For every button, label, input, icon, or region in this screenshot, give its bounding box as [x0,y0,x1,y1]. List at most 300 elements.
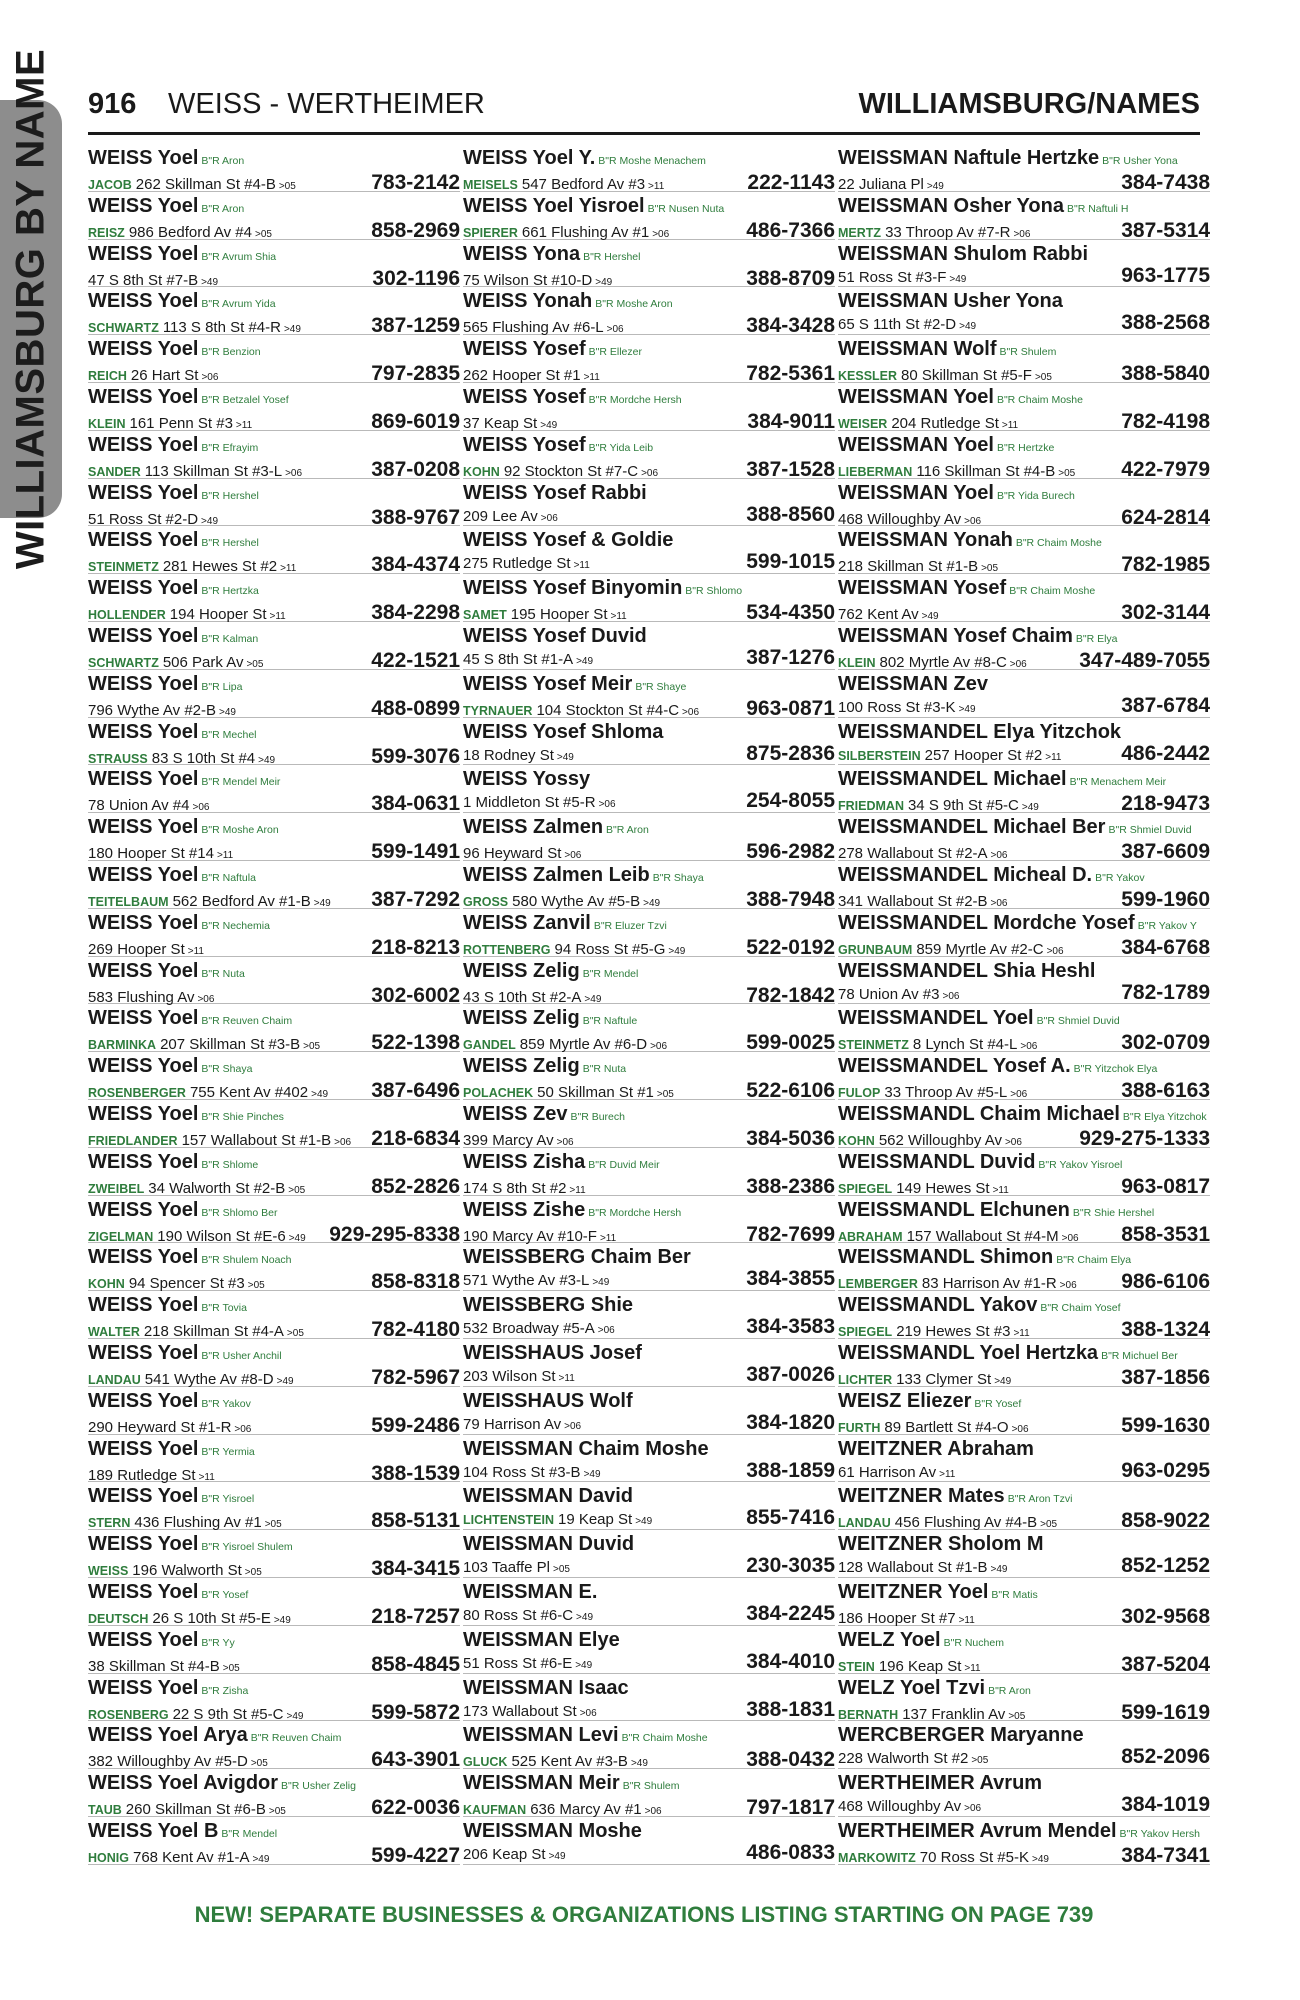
entry-maiden-surname: FRIEDMAN [838,799,904,814]
entry-address [463,507,558,528]
entry-detail-line [88,1700,460,1726]
entry-name: WELZ Yoel Tzvi [838,1676,986,1699]
entry-name-line [88,1103,460,1129]
entry-phone: 422-7979 [1121,457,1210,481]
entry-name: WEISSMAN Yoel [838,385,994,408]
entry-parent-name: B"R Usher Zelig [281,1780,356,1793]
entry-maiden-surname: ROSENBERGER [88,1086,186,1101]
entry-phone: 387-5314 [1121,218,1210,242]
listing-entry [838,1052,1210,1103]
listing-entry [88,1626,460,1674]
entry-address [838,1274,1077,1295]
entry-address [838,1227,1079,1248]
entry-phone: 782-1789 [1121,980,1210,1004]
entry-phone: 384-2245 [746,1601,835,1625]
entry-name: WEISSMAN Shulom Rabbi [838,242,1088,265]
entry-name: WEISSMAN David [463,1485,634,1508]
listing-entry [88,1435,460,1483]
entry-phone: 929-295-8338 [329,1222,460,1246]
entry-zip: >11 [216,850,234,862]
listing-entry [463,718,835,766]
entry-name: WEISS Yoel [88,1533,199,1556]
entry-phone: 852-2096 [1121,1745,1210,1769]
entry-phone: 858-8318 [371,1270,460,1294]
entry-parent-name: B"R Duvid Meir [588,1158,660,1171]
entry-detail-line [463,696,835,722]
entry-detail-line [838,1458,1210,1484]
entry-address [463,746,574,767]
entry-name: WEISSMAN Wolf [838,338,997,361]
entry-name: WEISS Yoel [88,624,199,647]
entry-detail-line [463,1697,835,1723]
entry-street: 203 Wilson St [463,1367,556,1385]
entry-street: 174 S 8th St #2 [463,1179,567,1197]
entry-phone: 387-1528 [746,457,835,481]
entry-address [88,653,263,674]
entry-name-line [838,912,1210,938]
entry-name: WEISS Yoel [88,1150,199,1173]
entry-address [88,1418,251,1439]
entry-phone: 599-1630 [1121,1413,1210,1437]
listing-entry [838,1482,1210,1533]
entry-zip: >06 [1061,1232,1079,1244]
listing-column-2 [463,144,835,1865]
entry-detail-line [88,1174,460,1200]
entry-name-line [838,1724,1210,1747]
entry-phone: 388-1859 [746,1458,835,1482]
entry-phone: 797-2835 [371,362,460,386]
entry-name-line [838,1772,1210,1795]
listing-entry [463,335,835,386]
entry-name-line [463,195,835,221]
entry-zip: >49 [201,276,219,288]
entry-detail-line [88,1033,460,1056]
entry-address [463,1558,570,1579]
entry-street: 204 Rutledge St [891,414,999,432]
entry-street: 281 Hewes St #2 [162,558,278,576]
listing-entry [463,1482,835,1530]
entry-maiden-surname: FURTH [838,1420,881,1435]
listing-entry [838,1817,1210,1865]
entry-address [463,1083,674,1104]
entry-zip: >05 [981,563,999,575]
entry-address [463,1702,597,1723]
entry-name-line [88,960,460,986]
entry-name: WEISSMANDEL Mordche Yosef [838,911,1135,934]
listing-entry [838,1004,1210,1055]
entry-parent-name: B"R Ellezer [588,346,642,359]
entry-street: 116 Skillman St #4-B [916,462,1056,480]
entry-phone: 388-2386 [746,1174,835,1198]
listing-entry [838,1721,1210,1769]
listing-entry [838,1626,1210,1674]
entry-parent-name: B"R Elya [1075,632,1118,645]
entry-phone: 599-3076 [371,744,460,768]
entry-parent-name: B"R Benzion [201,346,261,359]
entry-phone: 254-8055 [746,789,835,813]
entry-address [463,1179,586,1200]
entry-name-line [463,338,835,364]
entry-zip: >11 [198,1471,215,1483]
entry-name: WEISS Yonah [463,290,593,313]
entry-address [88,844,233,865]
entry-name: WEISSMANDEL Michael [838,768,1067,791]
listing-entry [88,479,460,527]
entry-phone: 384-2298 [371,601,460,625]
entry-name-line [463,768,835,791]
entry-address [838,1749,988,1770]
listing-entry [88,670,460,718]
entry-address [88,462,302,483]
entry-name: WEISSMAN Naftule Hertzke [838,147,1100,169]
entry-phone: 384-0631 [371,792,460,816]
entry-parent-name: B"R Aron [201,202,245,215]
entry-detail-line [463,457,835,483]
entry-detail-line [838,1033,1210,1056]
entry-address [838,414,1018,435]
listing-entry [838,861,1210,909]
entry-detail-line [838,794,1210,817]
entry-maiden-surname: ZIGELMAN [88,1229,154,1244]
entry-zip: >05 [288,1184,306,1196]
entry-street: 51 Ross St #6-E [463,1654,573,1672]
entry-detail-line [88,1320,460,1343]
entry-name: WEISS Yoel [88,385,199,408]
entry-detail-line [463,1556,835,1579]
entry-name: WEISS Yoel [88,1055,199,1078]
entry-zip: >49 [548,1850,566,1862]
entry-address [838,985,959,1006]
entry-address [838,1370,1011,1391]
entry-parent-name: B"R Shulem [999,346,1057,359]
entry-phone: 963-1775 [1121,263,1210,287]
listing-entry [88,1243,460,1294]
entry-detail-line [463,887,835,913]
entry-address [838,557,998,578]
entry-maiden-surname: LEMBERGER [838,1277,918,1292]
entry-street: 113 Skillman St #3-L [144,462,283,480]
entry-maiden-surname: SPIEGEL [838,1181,893,1196]
entry-maiden-surname: SPIEGEL [838,1325,893,1340]
listing-entry [88,1052,460,1103]
entry-maiden-surname: FRIEDLANDER [88,1133,178,1148]
entry-maiden-surname: HOLLENDER [88,608,166,623]
entry-phone: 599-1960 [1121,887,1210,911]
entry-detail-line [88,1081,460,1104]
entry-parent-name: B"R Shmiel Duvid [1036,1015,1120,1028]
entry-name-line [88,434,460,460]
entry-name-line [838,1820,1210,1846]
page-header [88,86,1200,135]
entry-address [88,271,218,292]
entry-phone: 782-5361 [746,362,835,386]
entry-zip: >49 [575,1659,593,1671]
entry-name: WEISS Yoel [88,290,199,313]
entry-name: WEISS Zelig [463,1055,580,1078]
entry-name-line [88,1485,460,1511]
entry-detail-line [463,1033,835,1056]
listing-entry [88,861,460,909]
entry-name: WEISSMANDEL Yosef A. [838,1055,1071,1078]
entry-phone: 387-5204 [1121,1652,1210,1676]
entry-street: 580 Wythe Av #5-B [512,892,641,910]
listing-entry [88,1721,460,1772]
entry-name-line [463,1533,835,1556]
entry-zip: >06 [598,799,616,811]
entry-zip: >06 [564,1420,582,1432]
entry-street: 128 Wallabout St #1-B [838,1559,988,1577]
entry-street: 290 Heyward St #1-R [88,1418,232,1436]
entry-zip: >49 [201,515,219,527]
entry-phone: 858-5131 [371,1509,460,1533]
entry-parent-name: B"R Yakov Yisroel [1038,1158,1123,1171]
entry-name-line [838,816,1210,842]
entry-maiden-surname: LIEBERMAN [838,464,913,479]
entry-name-line [463,1246,835,1269]
entry-name: WEISSMAN Yosef [838,577,1007,600]
entry-parent-name: B"R Shie Pinches [201,1110,284,1123]
entry-street: 173 Wallabout St [463,1702,577,1720]
entry-zip: >06 [197,993,215,1005]
entry-address [88,1322,304,1343]
listing-entry [88,383,460,431]
entry-zip: >49 [1031,1853,1049,1865]
entry-address [838,698,976,719]
entry-address [838,1848,1049,1869]
entry-street: 468 Willoughby Av [838,1798,962,1816]
entry-address [463,1131,574,1152]
entry-name: WEISS Zev [463,1102,568,1125]
entry-name-line [88,577,460,603]
entry-parent-name: B"R Nuta [201,967,245,980]
entry-parent-name: B"R Avrum Yida [201,298,276,311]
entry-maiden-surname: GROSS [463,894,509,909]
entry-address [838,1797,981,1818]
entry-name-line [838,1199,1210,1225]
entry-name: WEISS Zanvil [463,911,591,934]
entry-maiden-surname: SCHWARTZ [88,655,159,670]
entry-street: 196 Keap St [878,1657,962,1675]
entry-maiden-surname: TYRNAUER [463,703,533,718]
entry-address [838,1083,1027,1104]
entry-phone: 624-2814 [1121,505,1210,529]
entry-parent-name: B"R Reuven Chaim [201,1015,293,1028]
entry-name-line [88,625,460,651]
entry-address [88,940,204,961]
entry-address [88,510,218,531]
side-tab [0,48,62,570]
entry-detail-line [838,935,1210,961]
listing-entry [88,957,460,1005]
entry-street: 19 Keap St [557,1511,633,1529]
entry-name: WEISS Yoel Arya [88,1724,248,1747]
entry-address [838,315,976,336]
entry-street: 541 Wythe Av #8-D [144,1370,274,1388]
entry-street: 61 Harrison Av [838,1463,937,1481]
listing-entry [463,431,835,479]
entry-phone: 599-4227 [371,1843,460,1867]
entry-street: 161 Penn St #3 [129,414,233,432]
entry-zip: >06 [641,467,659,479]
entry-street: 859 Myrtle Av #2-C [916,940,1044,958]
entry-name-line [88,673,460,699]
entry-name: WEISS Yosef Shloma [463,720,664,743]
entry-street: 269 Hooper St [88,940,185,958]
entry-maiden-surname: WALTER [88,1325,140,1340]
listing-entry [463,383,835,431]
entry-street: 80 Ross St #6-C [463,1606,574,1624]
entry-phone: 388-6163 [1121,1079,1210,1103]
entry-zip: >11 [558,1372,575,1384]
entry-name: WEISS Yoel [88,433,199,456]
entry-name: WEISSMANDL Duvid [838,1150,1036,1173]
entry-street: 986 Bedford Av #4 [128,223,252,241]
entry-maiden-surname: HONIG [88,1850,129,1865]
entry-address [463,366,600,387]
entry-name: WEISS Yoel [88,720,199,743]
entry-name-line [838,1438,1210,1461]
entry-zip: >05 [656,1089,674,1101]
entry-parent-name: B"R Nusen Nuta [647,202,725,215]
entry-zip: >49 [994,1375,1012,1387]
entry-maiden-surname: DEUTSCH [88,1611,149,1626]
entry-phone: 599-0025 [746,1031,835,1055]
listing-entry [88,526,460,577]
listing-entry [463,622,835,670]
entry-zip: >49 [219,706,236,718]
entry-name-line [463,1342,835,1365]
entry-street: 565 Flushing Av #6-L [463,319,604,337]
entry-street: 65 S 11th St #2-D [838,316,957,334]
entry-parent-name: B"R Shulem Noach [201,1254,292,1267]
entry-zip: >11 [958,1614,975,1626]
entry-parent-name: B"R Chaim Elya [1056,1254,1132,1267]
entry-address [463,175,664,196]
entry-name-line [838,721,1210,744]
entry-phone: 486-7366 [746,218,835,242]
entry-detail-line [463,1317,835,1340]
entry-name-line [88,1533,460,1559]
entry-detail-line [463,1601,835,1627]
entry-name-line [838,1390,1210,1416]
entry-phone: 384-3415 [371,1557,460,1581]
entry-phone: 783-2142 [371,171,460,194]
entry-street: 180 Hooper St #14 [88,845,214,863]
entry-zip: >06 [964,515,982,527]
entry-address [463,605,627,626]
entry-name-line [838,1677,1210,1703]
entry-parent-name: B"R Hertzka [201,585,259,598]
entry-phone: 782-5967 [371,1365,460,1389]
entry-name: WEISS Yoel [88,1580,199,1603]
entry-name-line [463,625,835,648]
entry-zip: >11 [569,1184,586,1196]
entry-address [88,701,236,722]
entry-street: 260 Skillman St #6-B [125,1801,266,1819]
entry-parent-name: B"R Betzalel Yosef [201,393,289,406]
entry-detail-line [88,1126,460,1152]
entry-street: 399 Marcy Av [463,1131,554,1149]
entry-phone: 388-8560 [746,502,835,526]
entry-phone: 522-1398 [371,1031,460,1055]
listing-entry [463,1769,835,1820]
entry-maiden-surname: SILBERSTEIN [838,748,921,763]
entry-phone: 388-5840 [1121,362,1210,386]
entry-parent-name: B"R Moshe Aron [201,824,279,837]
entry-detail-line [88,555,460,578]
entry-street: 51 Ross St #2-D [88,510,199,528]
entry-street: 755 Kent Av #402 [189,1084,309,1102]
entry-zip: >06 [597,1325,615,1337]
listing-entry [838,765,1210,816]
entry-phone: 347-489-7055 [1079,648,1210,672]
entry-name-line [88,529,460,555]
entry-phone: 384-7438 [1121,171,1210,194]
entry-name-line [463,1724,835,1750]
entry-zip: >05 [278,181,296,192]
entry-phone: 599-5872 [371,1700,460,1724]
entry-parent-name: B"R Mendel [582,967,639,980]
entry-street: 157 Wallabout St #4-M [906,1227,1059,1245]
entry-street: 50 Skillman St #1 [537,1084,654,1102]
entry-zip: >49 [643,897,661,909]
entry-detail-line [88,173,460,196]
entry-zip: >05 [244,1567,262,1579]
listing-entry [88,813,460,864]
entry-maiden-surname: TEITELBAUM [88,894,169,909]
entry-street: 22 S 9th St #5-C [172,1705,284,1723]
entry-name: WEISS Yoel [88,1246,199,1269]
entry-address [88,796,209,817]
entry-address [838,366,1052,387]
listing-entry [88,240,460,288]
entry-maiden-surname: ABRAHAM [838,1229,903,1244]
entry-address [838,653,1027,674]
listing-entry [88,909,460,957]
entry-name-line [88,1390,460,1416]
listing-entry [463,1339,835,1387]
entry-maiden-surname: STEIN [838,1659,875,1674]
entry-name: WEISS Yoel [88,959,199,982]
entry-name-line [463,1151,835,1177]
entry-street: 209 Lee Av [463,507,538,525]
entry-phone: 388-0432 [746,1748,835,1772]
entry-address [88,1705,303,1726]
entry-parent-name: B"R Eluzer Tzvi [593,919,667,932]
entry-phone: 599-1015 [746,550,835,574]
entry-phone: 222-1143 [747,171,835,194]
entry-name-line [838,1629,1210,1655]
entry-address [463,1752,648,1773]
listing-entry [838,622,1210,670]
entry-address [463,1415,581,1436]
entry-name: WEISSBERG Chaim Ber [463,1246,691,1269]
entry-name: WEISZ Eliezer [838,1389,972,1412]
entry-address [463,414,557,435]
entry-street: 94 Ross St #5-G [554,940,666,958]
entry-address [463,892,660,913]
entry-address [463,1845,566,1866]
entry-phone: 384-3855 [746,1267,835,1291]
entry-phone: 384-3428 [746,314,835,338]
entry-name-line [463,912,835,938]
entry-name-line [463,673,835,699]
entry-phone: 387-1259 [371,314,460,338]
entry-parent-name: B"R Hershel [583,250,641,263]
listing-entry [463,1196,835,1244]
entry-street: 133 Clymer St [896,1370,992,1388]
entry-name: WEISSBERG Shie [463,1294,634,1317]
